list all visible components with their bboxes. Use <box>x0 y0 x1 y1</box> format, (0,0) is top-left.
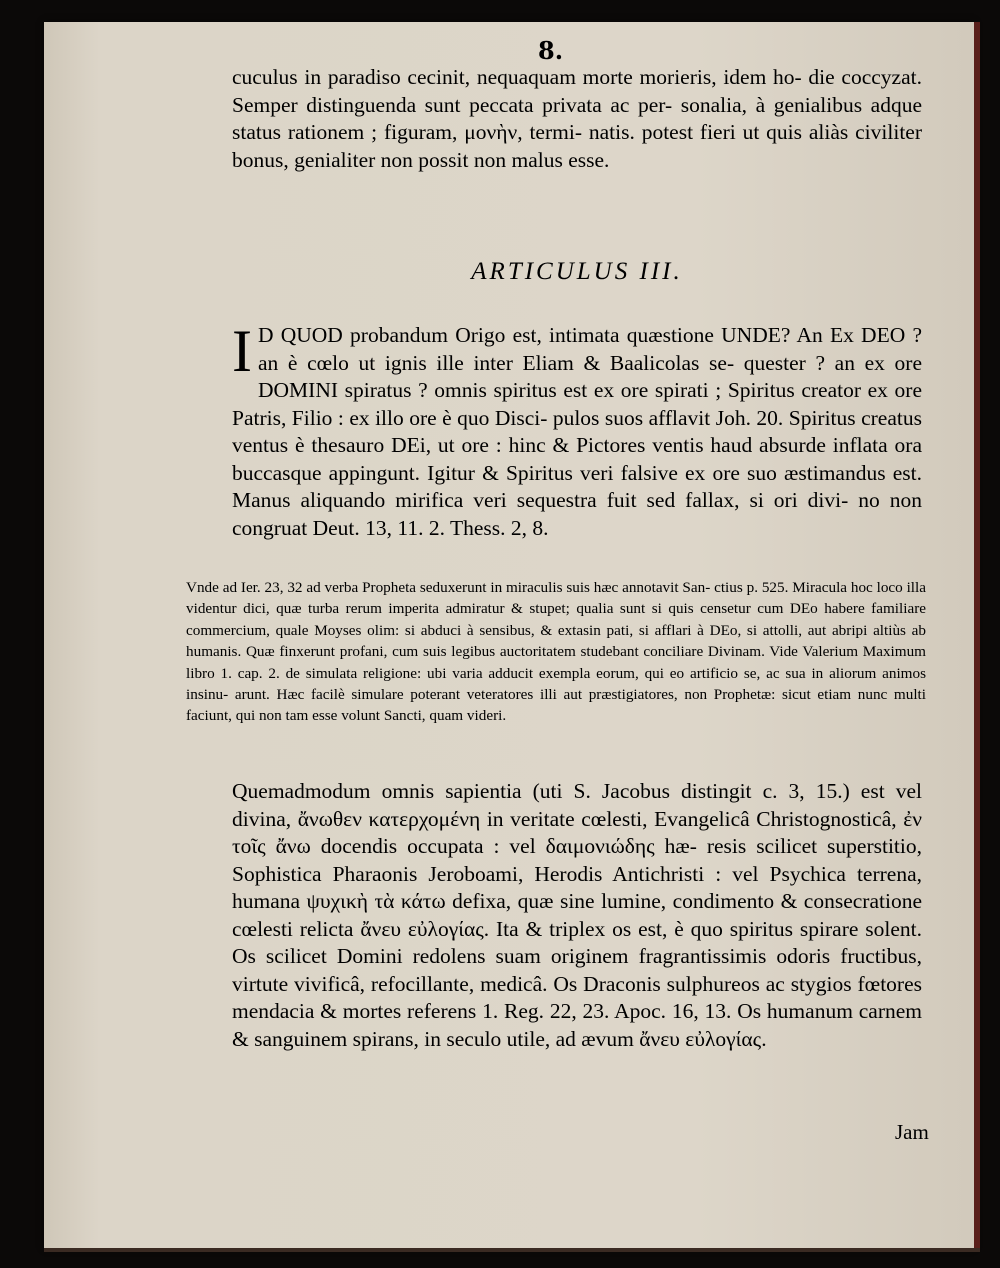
second-paragraph <box>232 778 922 1053</box>
article-text: D QUOD probandum Origo est, intimata quæstione UNDE? An Ex DEO ? an è cœlo ut ignis ille inter Eliam & Baalicolas se- quester ? an ex ore DOMINI spiratus ? omnis spiritus est ex ore spirati ; Spiritus creator ex ore Patris, Filio : ex illo ore è quo Disci- pulos suos afflavit Joh. 20. Spiritus creatus ventus è thesauro DEi, ut ore : hinc & Pictores ventis haud absurde inflata ora buccasque appingunt. Igitur & Spiritus veri falsive ex ore suo æstimandus est. Manus aliquando mirifica veri sequestra fuit sed fallax, si ori divi- no non congruat Deut. 13, 11. 2. Thess. 2, 8. <box>232 323 922 540</box>
intro-paragraph <box>232 64 922 174</box>
second-text: Quemadmodum omnis sapientia (uti S. Jacobus distingit c. 3, 15.) est vel divina, ἄνωθεν κατερχομένη in veritate cœlesti, Evangelicâ Christognosticâ, ἐν τοῖς ἄνω docendis occupata : vel δαιμονιώδης hæ- resis scilicet superstitio, Sophistica Pharaonis Jeroboami, Herodis Antichristi : vel Psychica terrena, humana ψυχικὴ τὰ κάτω defixa, quæ sine lumine, condimento & consecratione cœlesti relicta ἄνευ εὐλογίας. Ita & triplex os est, è quo spiritus spirare solent. Os scilicet Domini redolens suam originem fragrantissimis odoris fructibus, virtute vivificâ, refocillante, medicâ. Os Draconis sulphureos ac stygios fœtores mendacia & mortes referens 1. Reg. 22, 23. Apoc. 16, 13. Os humanum carnem & sanguinem spirans, in seculo utile, ad ævum ἄνευ εὐλογίας. <box>232 779 922 1051</box>
note-text: Vnde ad Ier. 23, 32 ad verba Propheta seduxerunt in miraculis suis hæc annotavit San- ctius p. 525. Miracula hoc loco illa videntur dici, quæ turba rerum imperita admiratur & stupet; qualia sunt si quis censetur cum DEo habere familiare commercium, quale Moyses olim: si abduci à sensibus, & extasin pati, si afflari à DEo, si attolli, aut abripi altiùs ab humanis. Quæ finxerunt profani, cum suis legibus auctoritatem studebant conciliare Divinam. Vide Valerium Maximum libro 1. cap. 2. de simulata religione: ubi varia adducit exempla eorum, qui eo artificio se, ac sua in aliorum animos insinu- arunt. Hæc facilè simulare poterant veteratores illi aut præstigiatores, non Prophetæ: sicut etiam nunc multi faciunt, qui non tam esse volunt Sancti, quam videri. <box>186 579 926 725</box>
marginal-note <box>186 577 926 727</box>
article-paragraph <box>232 318 922 542</box>
page-number: 8. <box>538 36 564 65</box>
drop-cap: I <box>232 318 252 384</box>
page-edge-bottom <box>44 1248 980 1252</box>
intro-text: cuculus in paradiso cecinit, nequaquam morte morieris, idem ho- die coccyzat. Semper distinguenda sunt peccata privata ac per- sonalia, à genialibus adque status rationem ; figuram, μονὴν, termi- natis. potest fieri ut quis aliàs civiliter bonus, genialiter non possit non malus esse. <box>232 65 922 172</box>
page-edge-right <box>974 22 980 1248</box>
catchword: Jam <box>895 1120 929 1144</box>
section-heading: ARTICULUS III. <box>471 258 683 285</box>
